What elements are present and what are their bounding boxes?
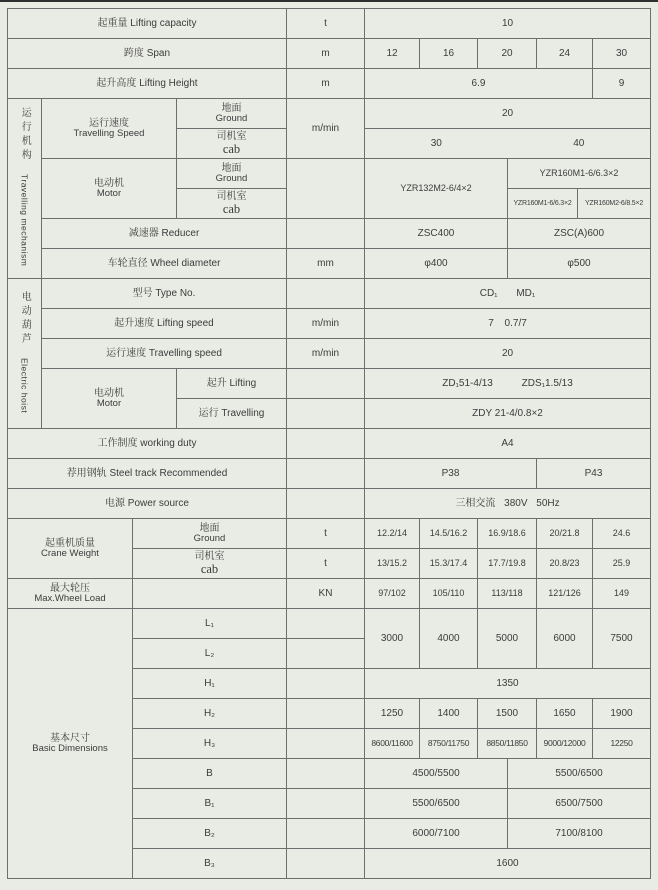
travel-speed-cab-value-left: 30: [365, 129, 508, 159]
working-duty-label: 工作制度 working duty: [8, 429, 287, 459]
crane-weight-value: 14.5/16.2: [420, 519, 478, 549]
wheel-unit: mm: [287, 249, 365, 279]
hoist-type-unit-empty: [287, 279, 365, 309]
lifting-height-unit: m: [287, 69, 365, 99]
crane-weight-value: 20/21.8: [537, 519, 593, 549]
dim-L-value: 3000: [365, 609, 420, 669]
crane-weight-value: 20.8/23: [537, 549, 593, 579]
travel-speed-ground-sublabel: [177, 99, 287, 129]
cab-en: cab: [200, 562, 219, 577]
travel-motor-label: [42, 159, 177, 219]
travel-motor-value-bottom-right: YZR160M2-6/8.5×2: [578, 189, 651, 219]
hoist-lifting-speed-value: 7 0.7/7: [365, 309, 651, 339]
working-duty-value: A4: [365, 429, 651, 459]
wheel-label: 车轮直径 Wheel diameter: [42, 249, 287, 279]
hoist-lifting-speed-label: 起升速度 Lifting speed: [42, 309, 287, 339]
dim-sublabel: B₃: [133, 849, 287, 879]
travel-speed-unit: m/min: [287, 99, 365, 159]
dim-H2-value: 1400: [420, 699, 478, 729]
hoist-motor-lifting-value: ZD₁51-4/13 ZDS₁1.5/13: [365, 369, 651, 399]
dim-sublabel: H₂: [133, 699, 287, 729]
span-value: 16: [420, 39, 478, 69]
dim-unit-empty: [287, 699, 365, 729]
dim-H1-value: 1350: [365, 669, 651, 699]
max-wheel-load-label-en: Max.Wheel Load: [34, 592, 106, 604]
hoist-motor-travelling-unit-empty: [287, 399, 365, 429]
travel-motor-value-top-right: YZR160M1-6/6.3×2: [508, 159, 651, 189]
hoist-lifting-speed-unit: m/min: [287, 309, 365, 339]
hoist-travelling-speed-label: 运行速度 Travelling speed: [42, 339, 287, 369]
cab-en: cab: [222, 142, 241, 157]
travel-motor-value-main: YZR132M2-6/4×2: [365, 159, 508, 219]
hoist-motor-lifting-sublabel: 起升 Lifting: [177, 369, 287, 399]
power-source-value: 三相交流 380V 50Hz: [365, 489, 651, 519]
max-wheel-load-value: 113/118: [478, 579, 537, 609]
crane-weight-ground-sublabel: [133, 519, 287, 549]
dim-unit-empty: [287, 729, 365, 759]
cab-zh: 司机室: [194, 550, 225, 562]
hoist-motor-lifting-unit-empty: [287, 369, 365, 399]
ground-en: Ground: [193, 532, 226, 544]
crane-weight-value: 12.2/14: [365, 519, 420, 549]
hoist-type-label: 型号 Type No.: [42, 279, 287, 309]
row-crane-weight-ground: [8, 519, 651, 549]
steel-track-unit-empty: [287, 459, 365, 489]
crane-weight-value: 16.9/18.6: [478, 519, 537, 549]
row-reducer: [8, 219, 651, 249]
cab-en: cab: [222, 202, 241, 217]
lifting-height-value-last: 9: [593, 69, 651, 99]
group-label-zh: 电动葫芦: [19, 290, 31, 347]
lifting-height-label: 起升高度 Lifting Height: [8, 69, 287, 99]
crane-weight-value: 24.6: [593, 519, 651, 549]
travel-speed-label: [42, 99, 177, 159]
cab-zh: 司机室: [216, 190, 247, 202]
max-wheel-load-unit: KN: [287, 579, 365, 609]
hoist-motor-label-zh: 电动机: [94, 387, 124, 399]
dim-sublabel: B₁: [133, 789, 287, 819]
basic-dimensions-label-zh: 基本尺寸: [50, 732, 90, 744]
group-label-en: Electric hoist: [19, 357, 30, 413]
span-value: 24: [537, 39, 593, 69]
dim-B3-value: 1600: [365, 849, 651, 879]
group-label-zh: 运行机构: [19, 107, 31, 164]
row-wheel-diameter: [8, 249, 651, 279]
row-power-source: [8, 489, 651, 519]
dim-B1-value-right: 6500/7500: [508, 789, 651, 819]
row-travel-motor-ground: [8, 159, 651, 189]
dim-B-value-left: 4500/5500: [365, 759, 508, 789]
travel-speed-cab-sublabel: [177, 129, 287, 159]
working-duty-unit-empty: [287, 429, 365, 459]
capacity-label: 起重量 Lifting capacity: [8, 9, 287, 39]
hoist-motor-travelling-value: ZDY 21-4/0.8×2: [365, 399, 651, 429]
span-label: 跨度 Span: [8, 39, 287, 69]
dim-B-value-right: 5500/6500: [508, 759, 651, 789]
row-dim-L1: [8, 609, 651, 639]
dim-H3-value: 8850/11850: [478, 729, 537, 759]
crane-weight-value: 25.9: [593, 549, 651, 579]
row-hoist-lifting-speed: [8, 309, 651, 339]
travel-motor-ground-sublabel: [177, 159, 287, 189]
row-steel-track: [8, 459, 651, 489]
dim-unit-empty: [287, 819, 365, 849]
dim-sublabel: H₃: [133, 729, 287, 759]
ground-zh: 地面: [199, 522, 220, 534]
max-wheel-load-sublabel-empty: [133, 579, 287, 609]
reducer-label: 减速器 Reducer: [42, 219, 287, 249]
row-hoist-motor-lifting: [8, 369, 651, 399]
dim-H2-value: 1650: [537, 699, 593, 729]
row-span: [8, 39, 651, 69]
hoist-type-value: CD₁ MD₁: [365, 279, 651, 309]
power-source-unit-empty: [287, 489, 365, 519]
row-travel-speed-ground: [8, 99, 651, 129]
capacity-value: 10: [365, 9, 651, 39]
reducer-value-left: ZSC400: [365, 219, 508, 249]
dim-L-value: 6000: [537, 609, 593, 669]
basic-dimensions-label: [8, 609, 133, 879]
dim-sublabel: L₂: [133, 639, 287, 669]
travel-speed-label-en: Travelling Speed: [73, 127, 145, 139]
hoist-travelling-speed-value: 20: [365, 339, 651, 369]
dim-H2-value: 1500: [478, 699, 537, 729]
travel-motor-cab-sublabel: [177, 189, 287, 219]
dim-sublabel: B: [133, 759, 287, 789]
dim-B1-value-left: 5500/6500: [365, 789, 508, 819]
dim-H3-value: 12250: [593, 729, 651, 759]
dim-unit-empty: [287, 609, 365, 639]
hoist-motor-label-en: Motor: [96, 397, 122, 409]
reducer-value-right: ZSC(A)600: [508, 219, 651, 249]
travel-speed-ground-value: 20: [365, 99, 651, 129]
dim-L-value: 7500: [593, 609, 651, 669]
crane-weight-label: [8, 519, 133, 579]
dim-H2-value: 1250: [365, 699, 420, 729]
max-wheel-load-value: 121/126: [537, 579, 593, 609]
dim-H3-value: 8600/11600: [365, 729, 420, 759]
steel-track-value-right: P43: [537, 459, 651, 489]
crane-weight-value: 15.3/17.4: [420, 549, 478, 579]
lifting-height-value: 6.9: [365, 69, 593, 99]
dim-unit-empty: [287, 639, 365, 669]
max-wheel-load-value: 97/102: [365, 579, 420, 609]
crane-weight-label-en: Crane Weight: [41, 547, 99, 559]
span-value: 12: [365, 39, 420, 69]
dim-H2-value: 1900: [593, 699, 651, 729]
dim-sublabel: B₂: [133, 819, 287, 849]
power-source-label: 电源 Power source: [8, 489, 287, 519]
crane-weight-cab-sublabel: [133, 549, 287, 579]
travel-motor-label-zh: 电动机: [94, 177, 124, 189]
travel-motor-unit-empty: [287, 159, 365, 219]
row-hoist-type: [8, 279, 651, 309]
ground-en: Ground: [215, 172, 248, 184]
row-hoist-travelling-speed: [8, 339, 651, 369]
dim-H3-value: 8750/11750: [420, 729, 478, 759]
row-max-wheel-load: [8, 579, 651, 609]
dim-B2-value-right: 7100/8100: [508, 819, 651, 849]
dim-unit-empty: [287, 669, 365, 699]
span-unit: m: [287, 39, 365, 69]
dim-L-value: 5000: [478, 609, 537, 669]
crane-weight-value: 17.7/19.8: [478, 549, 537, 579]
row-lifting-height: [8, 69, 651, 99]
max-wheel-load-label-zh: 最大轮压: [50, 582, 90, 594]
max-wheel-load-value: 149: [593, 579, 651, 609]
travel-speed-cab-value-right: 40: [508, 129, 651, 159]
hoist-travelling-speed-unit: m/min: [287, 339, 365, 369]
group-electric-hoist: [8, 279, 42, 429]
row-working-duty: [8, 429, 651, 459]
cab-zh: 司机室: [216, 130, 247, 142]
crane-spec-table: [7, 8, 651, 879]
crane-weight-unit: t: [287, 549, 365, 579]
steel-track-value-left: P38: [365, 459, 537, 489]
group-label-en: Travelling mechanism: [19, 174, 30, 267]
dim-sublabel: H₁: [133, 669, 287, 699]
group-travelling-mechanism: [8, 99, 42, 279]
steel-track-label: 荐用钢轨 Steel track Recommended: [8, 459, 287, 489]
dim-unit-empty: [287, 789, 365, 819]
row-lifting-capacity: [8, 9, 651, 39]
dim-unit-empty: [287, 759, 365, 789]
dim-H3-value: 9000/12000: [537, 729, 593, 759]
travel-motor-label-en: Motor: [96, 187, 122, 199]
span-value: 20: [478, 39, 537, 69]
reducer-unit-empty: [287, 219, 365, 249]
dim-sublabel: L₁: [133, 609, 287, 639]
hoist-motor-travelling-sublabel: 运行 Travelling: [177, 399, 287, 429]
wheel-value-right: φ500: [508, 249, 651, 279]
travel-speed-label-zh: 运行速度: [89, 117, 129, 129]
hoist-motor-label: [42, 369, 177, 429]
basic-dimensions-label-en: Basic Dimensions: [32, 742, 108, 754]
ground-zh: 地面: [221, 102, 242, 114]
max-wheel-load-value: 105/110: [420, 579, 478, 609]
ground-zh: 地面: [221, 162, 242, 174]
capacity-unit: t: [287, 9, 365, 39]
dim-unit-empty: [287, 849, 365, 879]
dim-L-value: 4000: [420, 609, 478, 669]
span-value: 30: [593, 39, 651, 69]
travel-motor-value-bottom-left: YZR160M1-6/6.3×2: [508, 189, 578, 219]
dim-B2-value-left: 6000/7100: [365, 819, 508, 849]
crane-weight-unit: t: [287, 519, 365, 549]
wheel-value-left: φ400: [365, 249, 508, 279]
scan-top-edge: [0, 0, 658, 2]
max-wheel-load-label: [8, 579, 133, 609]
ground-en: Ground: [215, 112, 248, 124]
crane-weight-value: 13/15.2: [365, 549, 420, 579]
crane-weight-label-zh: 起重机质量: [45, 537, 95, 549]
